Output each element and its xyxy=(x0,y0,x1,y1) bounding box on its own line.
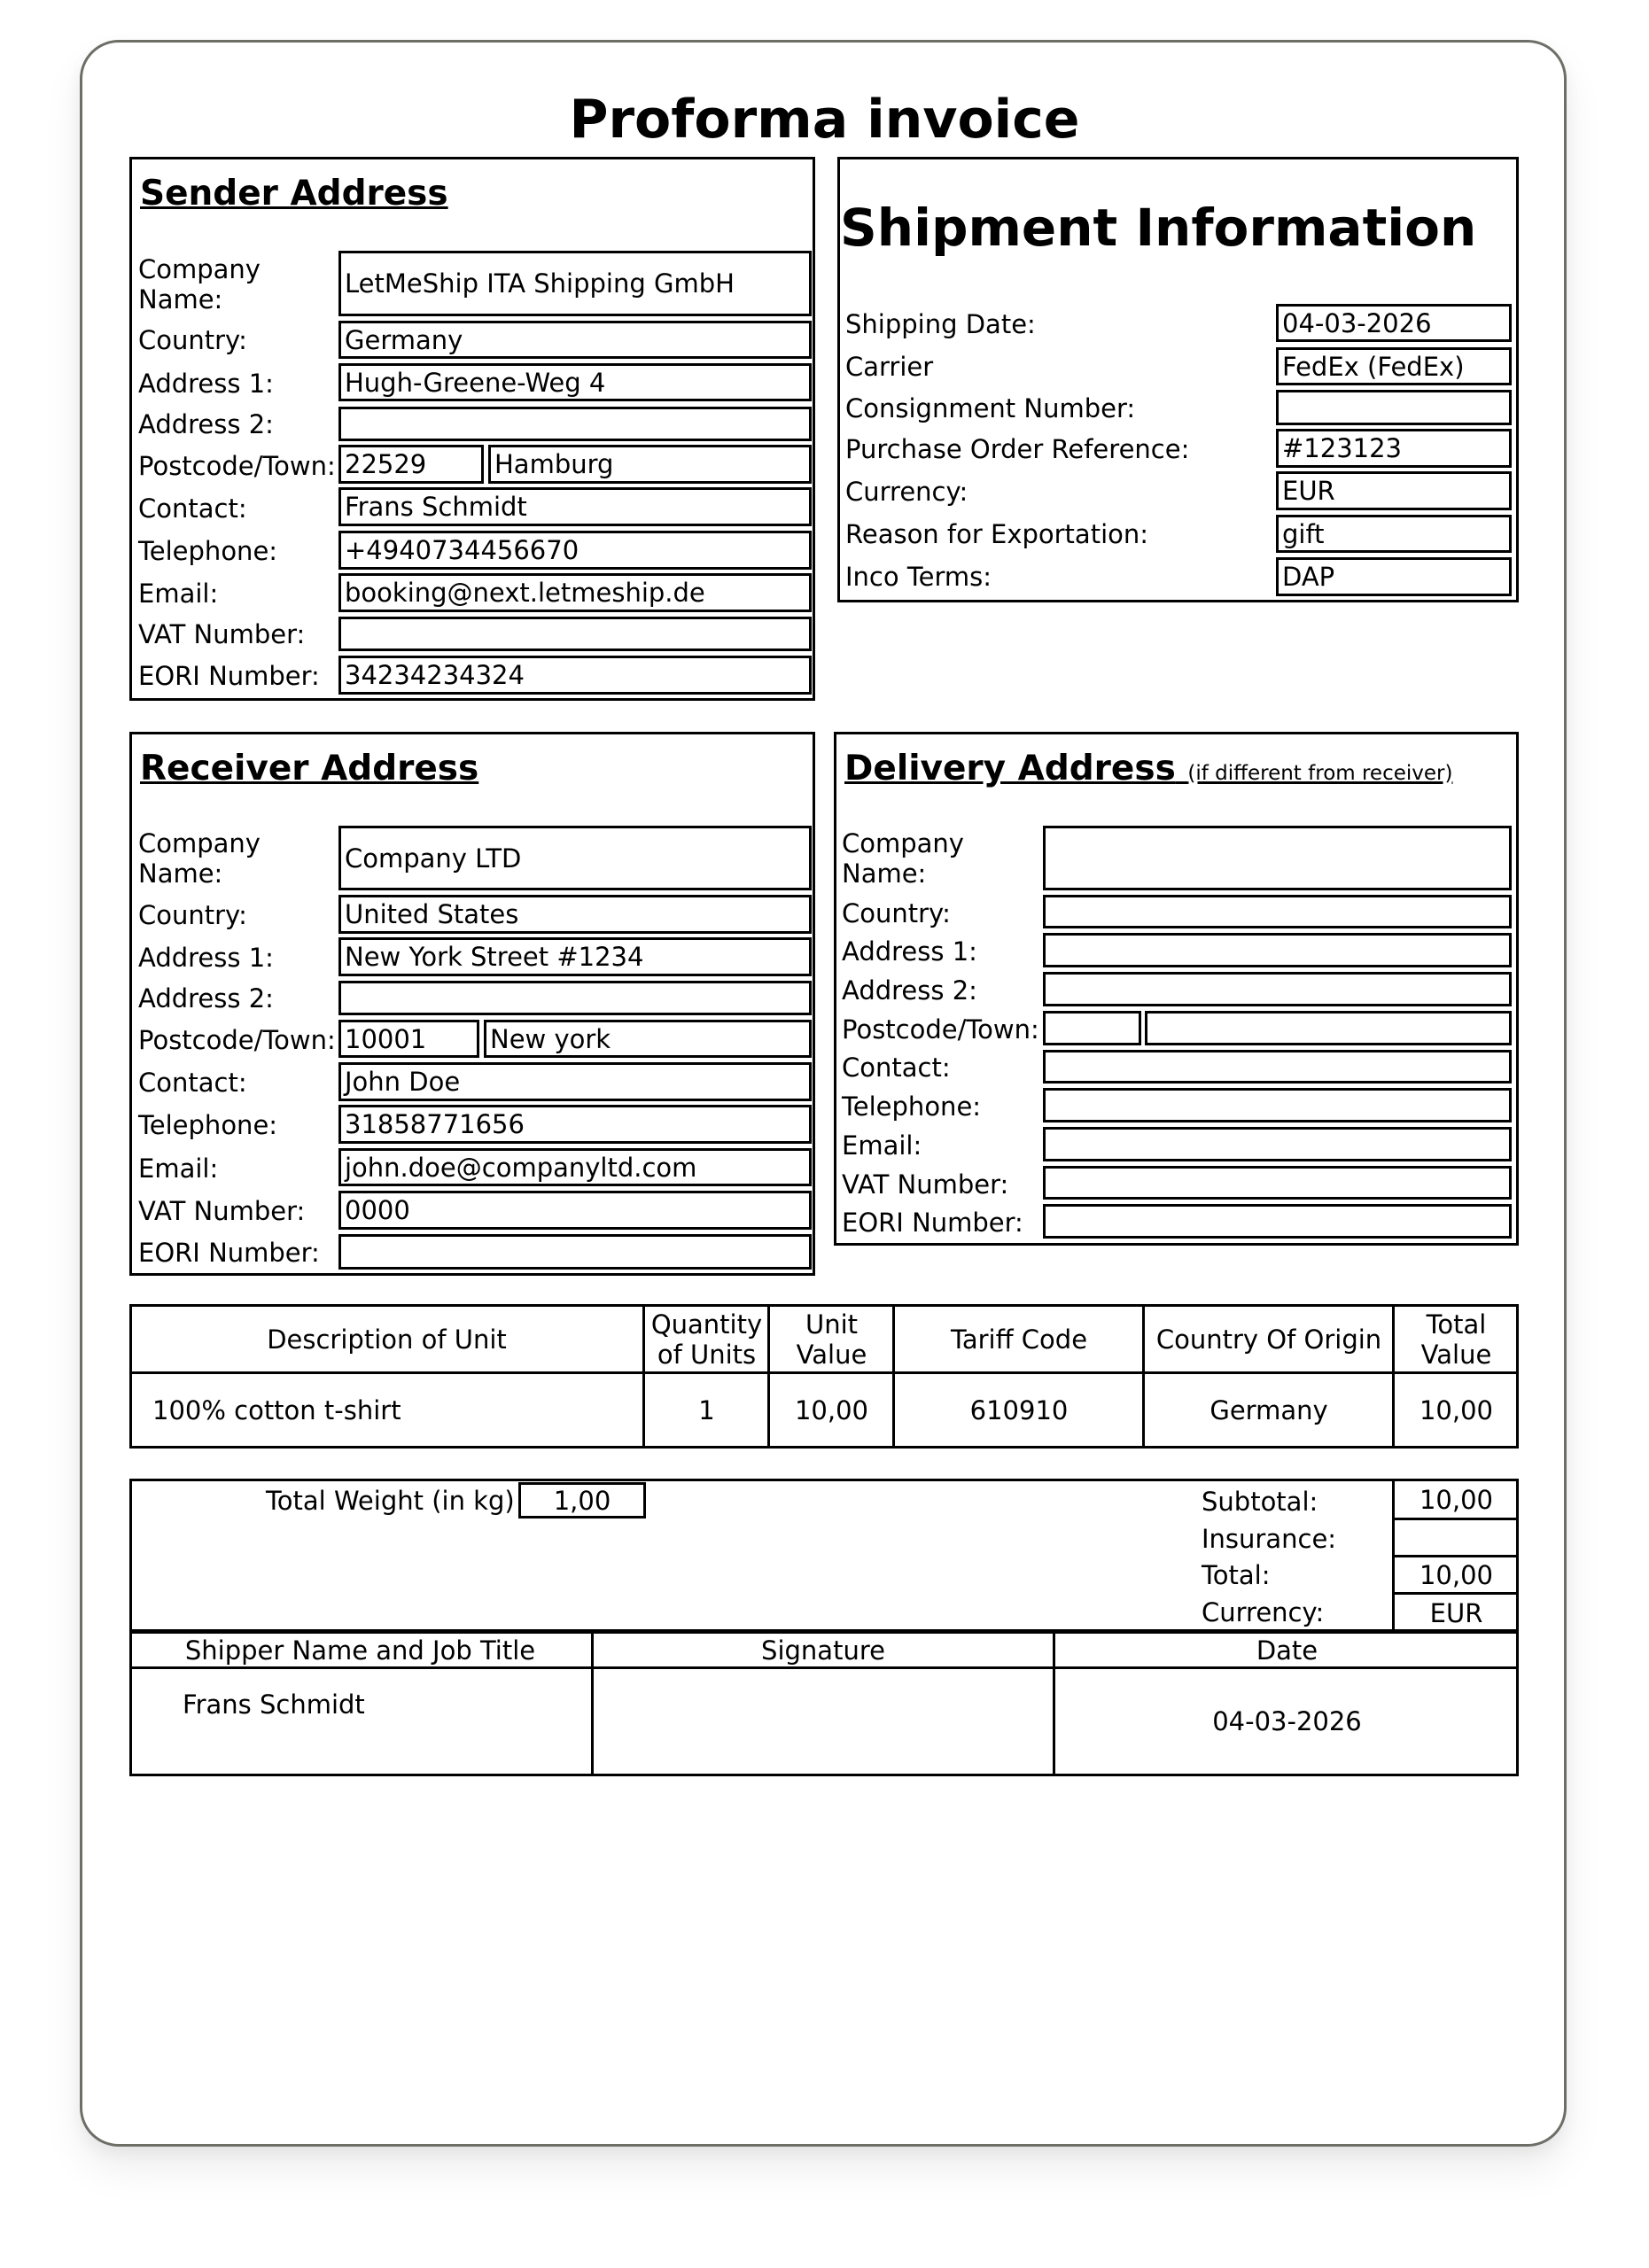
receiver-country-field[interactable]: United States xyxy=(338,895,812,934)
row-quantity: 1 xyxy=(698,1395,715,1425)
totals-currency-label: Currency: xyxy=(1202,1597,1325,1627)
signoff-date: 04-03-2026 xyxy=(1212,1706,1362,1736)
sender-address1-field[interactable]: Hugh-Greene-Weg 4 xyxy=(338,363,812,401)
sender-contact-label: Contact: xyxy=(138,493,247,524)
receiver-telephone-label: Telephone: xyxy=(138,1110,278,1140)
total-label: Total: xyxy=(1202,1560,1271,1590)
total-value: 10,00 xyxy=(1419,1559,1494,1590)
sender-eori-field[interactable]: 34234234324 xyxy=(338,656,812,695)
header-quantity-line-1: Quantity xyxy=(650,1309,763,1340)
header-total-value xyxy=(1394,1307,1519,1371)
shipping-date-label: Shipping Date: xyxy=(845,309,1036,339)
sender-postcode-field[interactable]: 22529 xyxy=(338,445,484,484)
receiver-address1-label: Address 1: xyxy=(138,943,274,973)
currency-label: Currency: xyxy=(845,477,968,507)
delivery-eori-field[interactable] xyxy=(1043,1204,1512,1239)
receiver-company-field[interactable]: Company LTD xyxy=(338,826,812,890)
sender-telephone-label: Telephone: xyxy=(138,536,278,566)
delivery-eori-label: EORI Number: xyxy=(842,1208,1023,1238)
delivery-contact-field[interactable] xyxy=(1043,1050,1512,1084)
insurance-label: Insurance: xyxy=(1202,1524,1337,1554)
sender-eori-label: EORI Number: xyxy=(138,661,320,691)
delivery-contact-label: Contact: xyxy=(842,1052,951,1083)
receiver-contact-label: Contact: xyxy=(138,1068,247,1098)
sender-email-label: Email: xyxy=(138,579,219,609)
receiver-contact-field[interactable]: John Doe xyxy=(338,1062,812,1101)
sender-telephone-field[interactable]: +4940734456670 xyxy=(338,531,812,570)
insurance-value xyxy=(1394,1520,1519,1555)
signature-field[interactable] xyxy=(594,1669,1053,1774)
delivery-email-field[interactable] xyxy=(1043,1127,1512,1161)
delivery-company-field[interactable] xyxy=(1043,826,1512,890)
currency-field[interactable]: EUR xyxy=(1276,471,1512,510)
receiver-address2-label: Address 2: xyxy=(138,983,274,1014)
delivery-postcode-town-label: Postcode/Town: xyxy=(842,1014,1039,1045)
delivery-vat-field[interactable] xyxy=(1043,1166,1512,1200)
sender-company-field[interactable]: LetMeShip ITA Shipping GmbH xyxy=(338,251,812,316)
consignment-label: Consignment Number: xyxy=(845,393,1136,423)
delivery-address1-field[interactable] xyxy=(1043,933,1512,967)
delivery-telephone-label: Telephone: xyxy=(842,1091,982,1122)
sender-vat-label: VAT Number: xyxy=(138,619,306,649)
receiver-vat-label: VAT Number: xyxy=(138,1196,306,1226)
header-quantity xyxy=(644,1307,769,1371)
receiver-vat-field[interactable]: 0000 xyxy=(338,1191,812,1230)
delivery-address1-label: Address 1: xyxy=(842,936,977,967)
delivery-country-field[interactable] xyxy=(1043,895,1512,928)
shipment-info-heading: Shipment Information xyxy=(840,198,1477,258)
receiver-eori-label: EORI Number: xyxy=(138,1238,320,1268)
delivery-address-note: (if different from receiver) xyxy=(1187,762,1453,785)
receiver-address1-field[interactable]: New York Street #1234 xyxy=(338,937,812,976)
receiver-company-label-2: Name: xyxy=(138,858,223,889)
header-unit-value-line-1: Unit xyxy=(805,1309,859,1340)
sender-country-field[interactable]: Germany xyxy=(338,321,812,359)
po-reference-label: Purchase Order Reference: xyxy=(845,434,1190,464)
subtotal-value: 10,00 xyxy=(1419,1484,1494,1515)
sender-country-label: Country: xyxy=(138,325,247,355)
shipping-date-field[interactable]: 04-03-2026 xyxy=(1276,304,1512,342)
receiver-email-field[interactable]: john.doe@companyltd.com xyxy=(338,1148,812,1186)
delivery-address2-field[interactable] xyxy=(1043,972,1512,1006)
row-total-value: 10,00 xyxy=(1419,1395,1494,1425)
header-description: Description of Unit xyxy=(267,1324,507,1355)
page-title: Proforma invoice xyxy=(569,89,1080,151)
header-total-value-line-2: Value xyxy=(1420,1339,1492,1370)
sender-postcode-town-label: Postcode/Town: xyxy=(138,451,336,481)
delivery-address-heading xyxy=(844,749,1452,788)
receiver-country-label: Country: xyxy=(138,900,247,930)
receiver-address-heading: Receiver Address xyxy=(140,749,479,788)
header-origin: Country Of Origin xyxy=(1155,1324,1382,1355)
delivery-email-label: Email: xyxy=(842,1130,922,1161)
delivery-address-title: Delivery Address xyxy=(844,749,1176,788)
row-unit-value: 10,00 xyxy=(794,1395,869,1425)
carrier-field[interactable]: FedEx (FedEx) xyxy=(1276,347,1512,385)
delivery-company-label-1: Company xyxy=(842,828,964,858)
sender-address1-label: Address 1: xyxy=(138,369,274,399)
delivery-address2-label: Address 2: xyxy=(842,975,977,1006)
receiver-address2-field[interactable] xyxy=(338,981,812,1015)
delivery-company-label-2: Name: xyxy=(842,858,927,889)
sender-address-heading: Sender Address xyxy=(140,174,448,214)
header-total-value-line-1: Total xyxy=(1426,1309,1487,1340)
row-origin: Germany xyxy=(1210,1395,1328,1425)
reason-label: Reason for Exportation: xyxy=(845,519,1149,549)
delivery-country-label: Country: xyxy=(842,898,951,928)
delivery-town-field[interactable] xyxy=(1145,1011,1512,1045)
po-reference-field[interactable]: #123123 xyxy=(1276,429,1512,468)
date-header: Date xyxy=(1256,1635,1318,1666)
sender-address2-field[interactable] xyxy=(338,407,812,441)
delivery-vat-label: VAT Number: xyxy=(842,1169,1009,1200)
row-description: 100% cotton t-shirt xyxy=(152,1395,401,1425)
sender-company-label-2: Name: xyxy=(138,284,223,315)
carrier-label: Carrier xyxy=(845,352,934,382)
sender-vat-field[interactable] xyxy=(338,617,812,651)
sender-address2-label: Address 2: xyxy=(138,409,274,439)
consignment-field[interactable] xyxy=(1276,390,1512,425)
inco-terms-field[interactable]: DAP xyxy=(1276,557,1512,596)
reason-field[interactable]: gift xyxy=(1276,515,1512,553)
header-unit-value-line-2: Value xyxy=(796,1339,867,1370)
receiver-postcode-town-label: Postcode/Town: xyxy=(138,1025,336,1055)
receiver-postcode-field[interactable]: 10001 xyxy=(338,1020,479,1058)
sender-email-field[interactable]: booking@next.letmeship.de xyxy=(338,573,812,612)
total-weight-label: Total Weight (in kg) xyxy=(266,1486,515,1516)
sender-contact-field[interactable]: Frans Schmidt xyxy=(338,487,812,526)
receiver-email-label: Email: xyxy=(138,1153,219,1184)
receiver-town-field[interactable]: New york xyxy=(484,1020,812,1058)
receiver-eori-field[interactable] xyxy=(338,1234,812,1270)
shipper-name: Frans Schmidt xyxy=(183,1689,365,1720)
receiver-company-label-1: Company xyxy=(138,828,261,858)
signature-header: Signature xyxy=(761,1635,885,1666)
row-tariff: 610910 xyxy=(969,1395,1069,1425)
sender-company-label-1: Company xyxy=(138,254,261,284)
receiver-telephone-field[interactable]: 31858771656 xyxy=(338,1105,812,1144)
header-quantity-line-2: of Units xyxy=(657,1339,757,1370)
sender-town-field[interactable]: Hamburg xyxy=(488,445,812,484)
total-weight-field[interactable]: 1,00 xyxy=(518,1482,646,1518)
delivery-telephone-field[interactable] xyxy=(1043,1088,1512,1122)
header-tariff: Tariff Code xyxy=(950,1324,1088,1355)
shipper-header: Shipper Name and Job Title xyxy=(184,1635,536,1666)
subtotal-label: Subtotal: xyxy=(1202,1487,1318,1517)
totals-currency-value: EUR xyxy=(1429,1597,1483,1628)
inco-terms-label: Inco Terms: xyxy=(845,562,992,592)
delivery-postcode-field[interactable] xyxy=(1043,1011,1141,1045)
header-unit-value xyxy=(769,1307,894,1371)
